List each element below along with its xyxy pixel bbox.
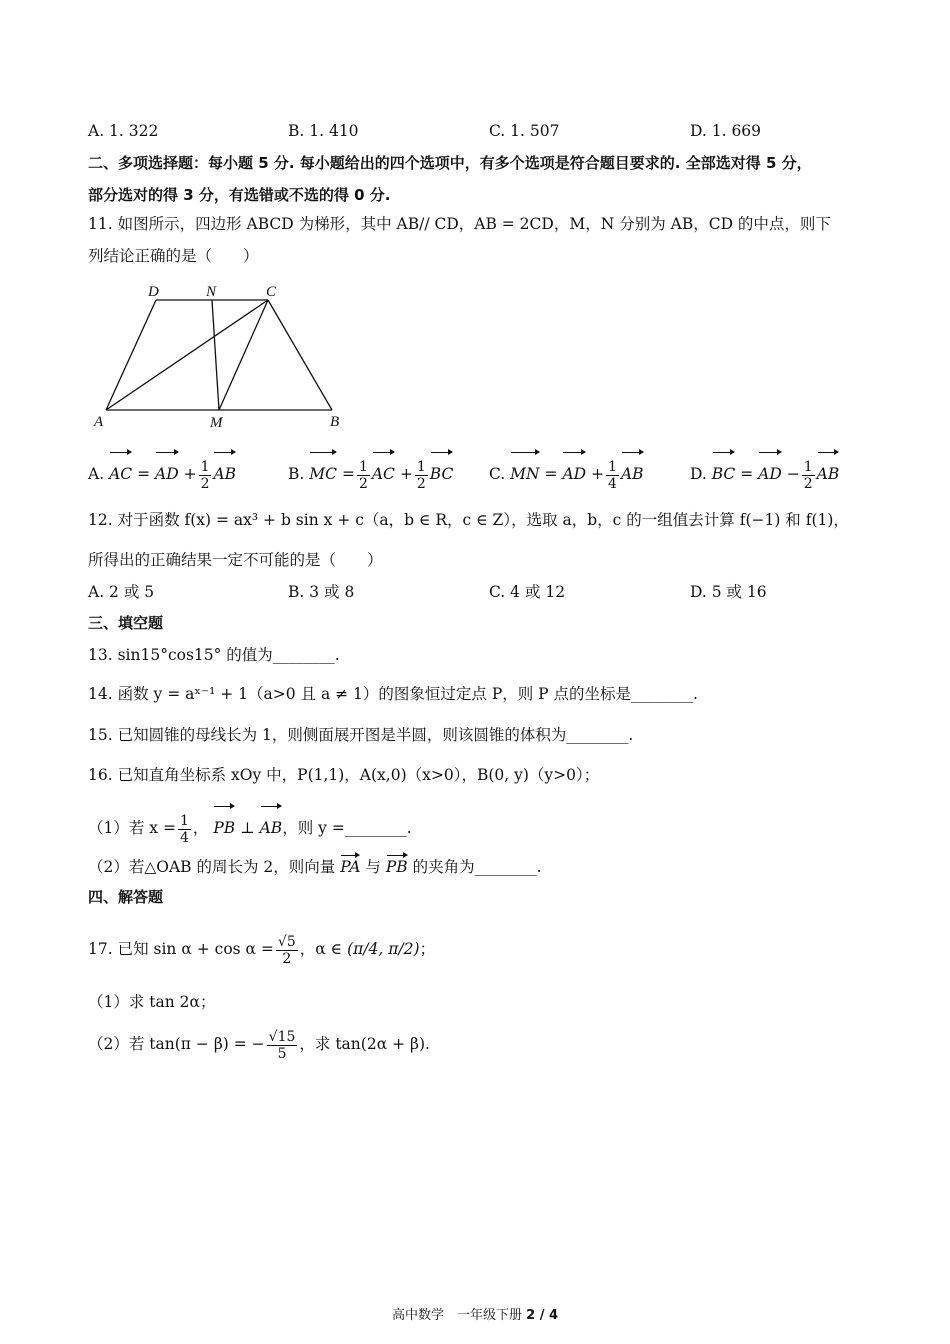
q10-option-a: A. 1. 322 xyxy=(88,122,159,140)
q14: 14. 函数 y = aˣ⁻¹ + 1（a>0 且 a ≠ 1）的图象恒过定点 P，则 P 点的坐标是________. xyxy=(88,685,698,703)
q13: 13. sin15°cos15° 的值为________. xyxy=(88,646,340,664)
q10-option-b: B. 1. 410 xyxy=(288,122,359,140)
q12-option-a: A. 2 或 5 xyxy=(88,583,155,601)
label-c: C xyxy=(266,284,277,300)
q15: 15. 已知圆锥的母线长为 1，则侧面展开图是半圆，则该圆锥的体积为________. xyxy=(88,726,634,744)
q16-stem: 16. 已知直角坐标系 xOy 中，P(1,1)，A(x,0)（x>0），B(0, y)（y>0）； xyxy=(88,766,600,784)
q11-option-b: B. MC = $\frac{1}{2}$ AC + $\frac{1}{2}$ BC xyxy=(288,452,453,494)
q11-stem-line1: 11. 如图所示，四边形 ABCD 为梯形，其中 AB// CD，AB = 2CD，M，N 分别为 AB，CD 的中点，则下 xyxy=(88,215,831,233)
q12-option-c: C. 4 或 12 xyxy=(489,583,566,601)
q12-stem-line1: 12. 对于函数 f(x) = ax³ + b sin x + c（a，b ∈ R，c ∈ Z），选取 a，b，c 的一组值去计算 f(−1) 和 f(1)， xyxy=(88,511,849,529)
q11-stem-line2: 列结论正确的是（ ） xyxy=(88,247,259,265)
page-number: 2 / 4 xyxy=(526,1308,559,1323)
q11-option-c: C. MN = AD + $\frac{1}{4}$ AB xyxy=(489,452,644,494)
q17-part1: （1）求 tan 2α； xyxy=(88,993,216,1011)
section3-heading: 三、填空题 xyxy=(88,614,164,632)
q16-part1: （1）若 x = $\frac{1}{4}$ ， PB ⊥ AB，则 y =________. xyxy=(88,806,412,848)
edge-cb xyxy=(268,300,332,410)
section2-heading-line1: 二、多项选择题：每小题 5 分. 每小题给出的四个选项中，有多个选项是符合题目要求的. 全部选对得 5 分， xyxy=(88,154,812,172)
q11-option-a: A. AC = AD + $\frac{1}{2}$ AB xyxy=(88,452,236,494)
segment-nm xyxy=(212,300,219,410)
q10-option-c: C. 1. 507 xyxy=(489,122,560,140)
trapezoid-figure xyxy=(90,282,350,432)
q11-option-d: D. BC = AD − $\frac{1}{2}$ AB xyxy=(690,452,839,494)
q17-stem: 17. 已知 sin α + cos α = $\frac{√5}{2}$ ，α ∈ (π/4, π/2)； xyxy=(88,933,436,967)
page-footer xyxy=(0,1304,950,1323)
label-n: N xyxy=(206,284,217,300)
section4-heading: 四、解答题 xyxy=(88,888,164,906)
q12-option-d: D. 5 或 16 xyxy=(690,583,767,601)
q16-part2: （2）若△OAB 的周长为 2，则向量 PA 与 PB 的夹角为________. xyxy=(88,855,542,877)
q12-stem-line2: 所得出的正确结果一定不可能的是（ ） xyxy=(88,551,383,569)
label-a: A xyxy=(94,414,104,430)
q12-option-b: B. 3 或 8 xyxy=(288,583,355,601)
label-d: D xyxy=(148,284,159,300)
label-m: M xyxy=(210,415,223,431)
section2-heading-line2: 部分选对的得 3 分，有选错或不选的得 0 分. xyxy=(88,186,391,204)
q10-option-d: D. 1. 669 xyxy=(690,122,762,140)
label-b: B xyxy=(330,414,340,430)
footer-text: 高中数学 一年级下册 xyxy=(391,1308,522,1323)
q17-part2: （2）若 tan(π − β) = − $\frac{√15}{5}$ ，求 tan(2α + β). xyxy=(88,1028,430,1062)
